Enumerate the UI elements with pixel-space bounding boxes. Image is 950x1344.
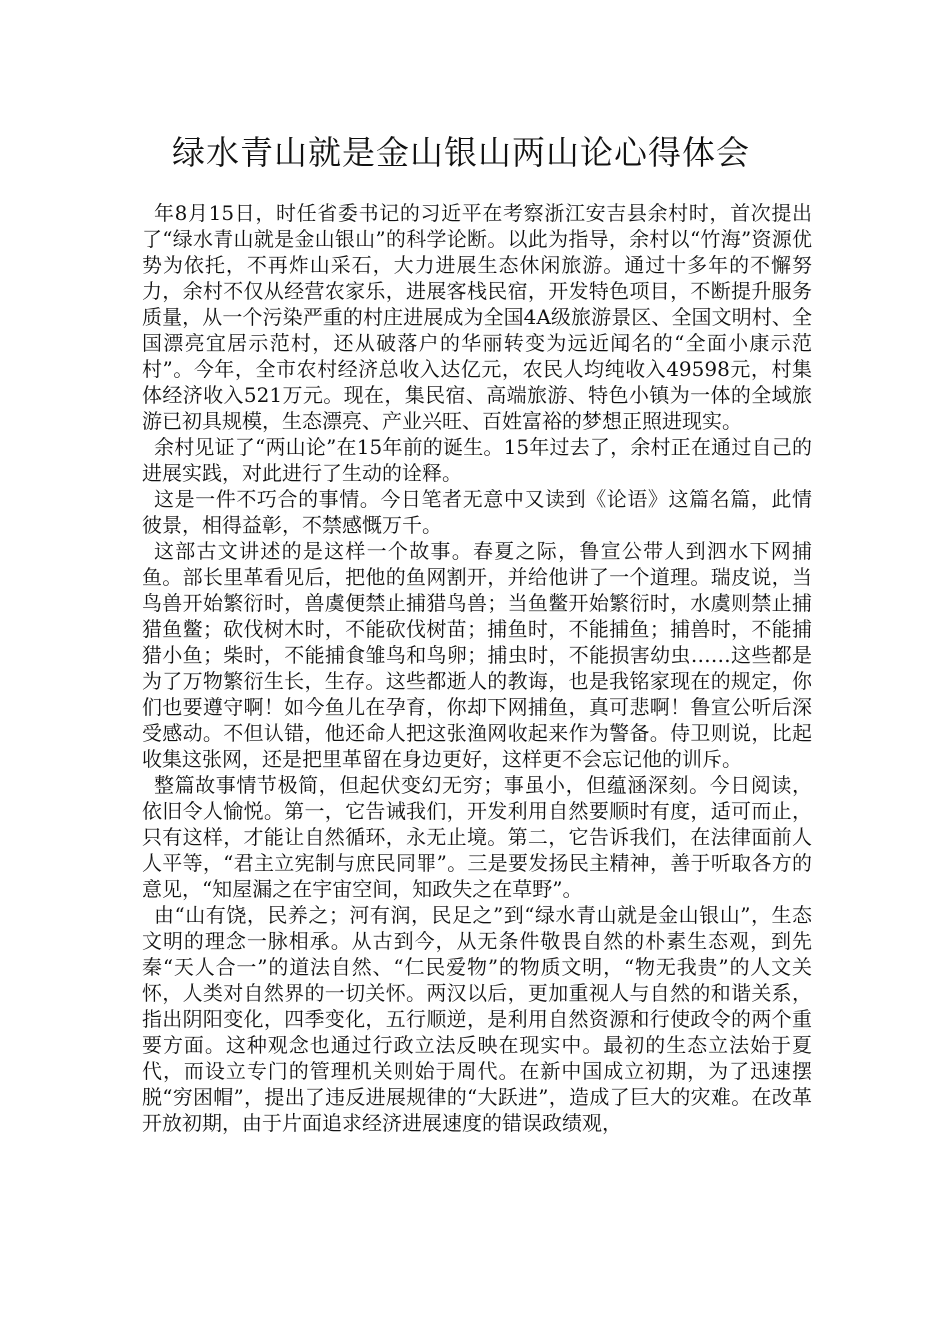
document-body: [142, 200, 812, 1136]
document-title: 绿水青山就是金山银山两山论心得体会: [172, 133, 750, 172]
paragraph: 余村见证了“两山论”在15年前的诞生。15年过去了，余村正在通过自己的进展实践，对此进行了生动的诠释。: [142, 435, 812, 485]
paragraph: 年8月15日，时任省委书记的习近平在考察浙江安吉县余村时，首次提出了“绿水青山就是金山银山”的科学论断。以此为指导，余村以“竹海”资源优势为依托，不再炸山采石，大力进展生态休闲旅游。通过十多年的不懈努力，余村不仅从经营农家乐，进展客栈民宿，开发特色项目，不断提升服务质量，从一个污染严重的村庄进展成为全国4A级旅游景区、全国文明村、全国漂亮宜居示范村，还从破落户的华丽转变为远近闻名的“全面小康示范村”。今年，全市农村经济总收入达亿元，农民人均纯收入49598元，村集体经济收入521万元。现在，集民宿、高端旅游、特色小镇为一体的全域旅游已初具规模，生态漂亮、产业兴旺、百姓富裕的梦想正照进现实。: [142, 201, 812, 433]
paragraph: 这是一件不巧合的事情。今日笔者无意中又读到《论语》这篇名篇，此情彼景，相得益彰，不禁感慨万千。: [142, 487, 812, 537]
paragraph: 这部古文讲述的是这样一个故事。春夏之际，鲁宣公带人到泗水下网捕鱼。部长里革看见后，把他的鱼网割开，并给他讲了一个道理。瑞皮说，当鸟兽开始繁衍时，兽虞便禁止捕猎鸟兽；当鱼鳖开始繁衍时，水虞则禁止捕猎鱼鳖；砍伐树木时，不能砍伐树苗；捕鱼时，不能捕鱼；捕兽时，不能捕猎小鱼；柴时，不能捕食雏鸟和鸟卵；捕虫时，不能损害幼虫……这些都是为了万物繁衍生长，生存。这些都逝人的教诲，也是我铭家现在的规定，你们也要遵守啊！如今鱼儿在孕育，你却下网捕鱼，真可悲啊！鲁宣公听后深受感动。不但认错，他还命人把这张渔网收起来作为警备。侍卫则说，比起收集这张网，还是把里革留在身边更好，这样更不会忘记他的训斥。: [142, 539, 812, 771]
paragraph: 由“山有饶，民养之；河有润，民足之”到“绿水青山就是金山银山”，生态文明的理念一脉相承。从古到今，从无条件敬畏自然的朴素生态观，到先秦“天人合一”的道法自然、“仁民爱物”的物质文明，“物无我贵”的人文关怀，人类对自然界的一切关怀。两汉以后，更加重视人与自然的和谐关系，指出阴阳变化，四季变化，五行顺逆，是利用自然资源和行使政令的两个重要方面。这种观念也通过行政立法反映在现实中。最初的生态立法始于夏代，而设立专门的管理机关则始于周代。在新中国成立初期，为了迅速摆脱“穷困帽”，提出了违反进展规律的“大跃进”，造成了巨大的灾难。在改革开放初期，由于片面追求经济进展速度的错误政绩观，: [142, 903, 812, 1135]
paragraph: 整篇故事情节极简，但起伏变幻无穷；事虽小，但蕴涵深刻。今日阅读，依旧令人愉悦。第一，它告诫我们，开发利用自然要顺时有度，适可而止，只有这样，才能让自然循环，永无止境。第二，它告诉我们，在法律面前人人平等，“君主立宪制与庶民同罪”。三是要发扬民主精神，善于听取各方的意见，“知屋漏之在宇宙空间，知政失之在草野”。: [142, 773, 812, 901]
